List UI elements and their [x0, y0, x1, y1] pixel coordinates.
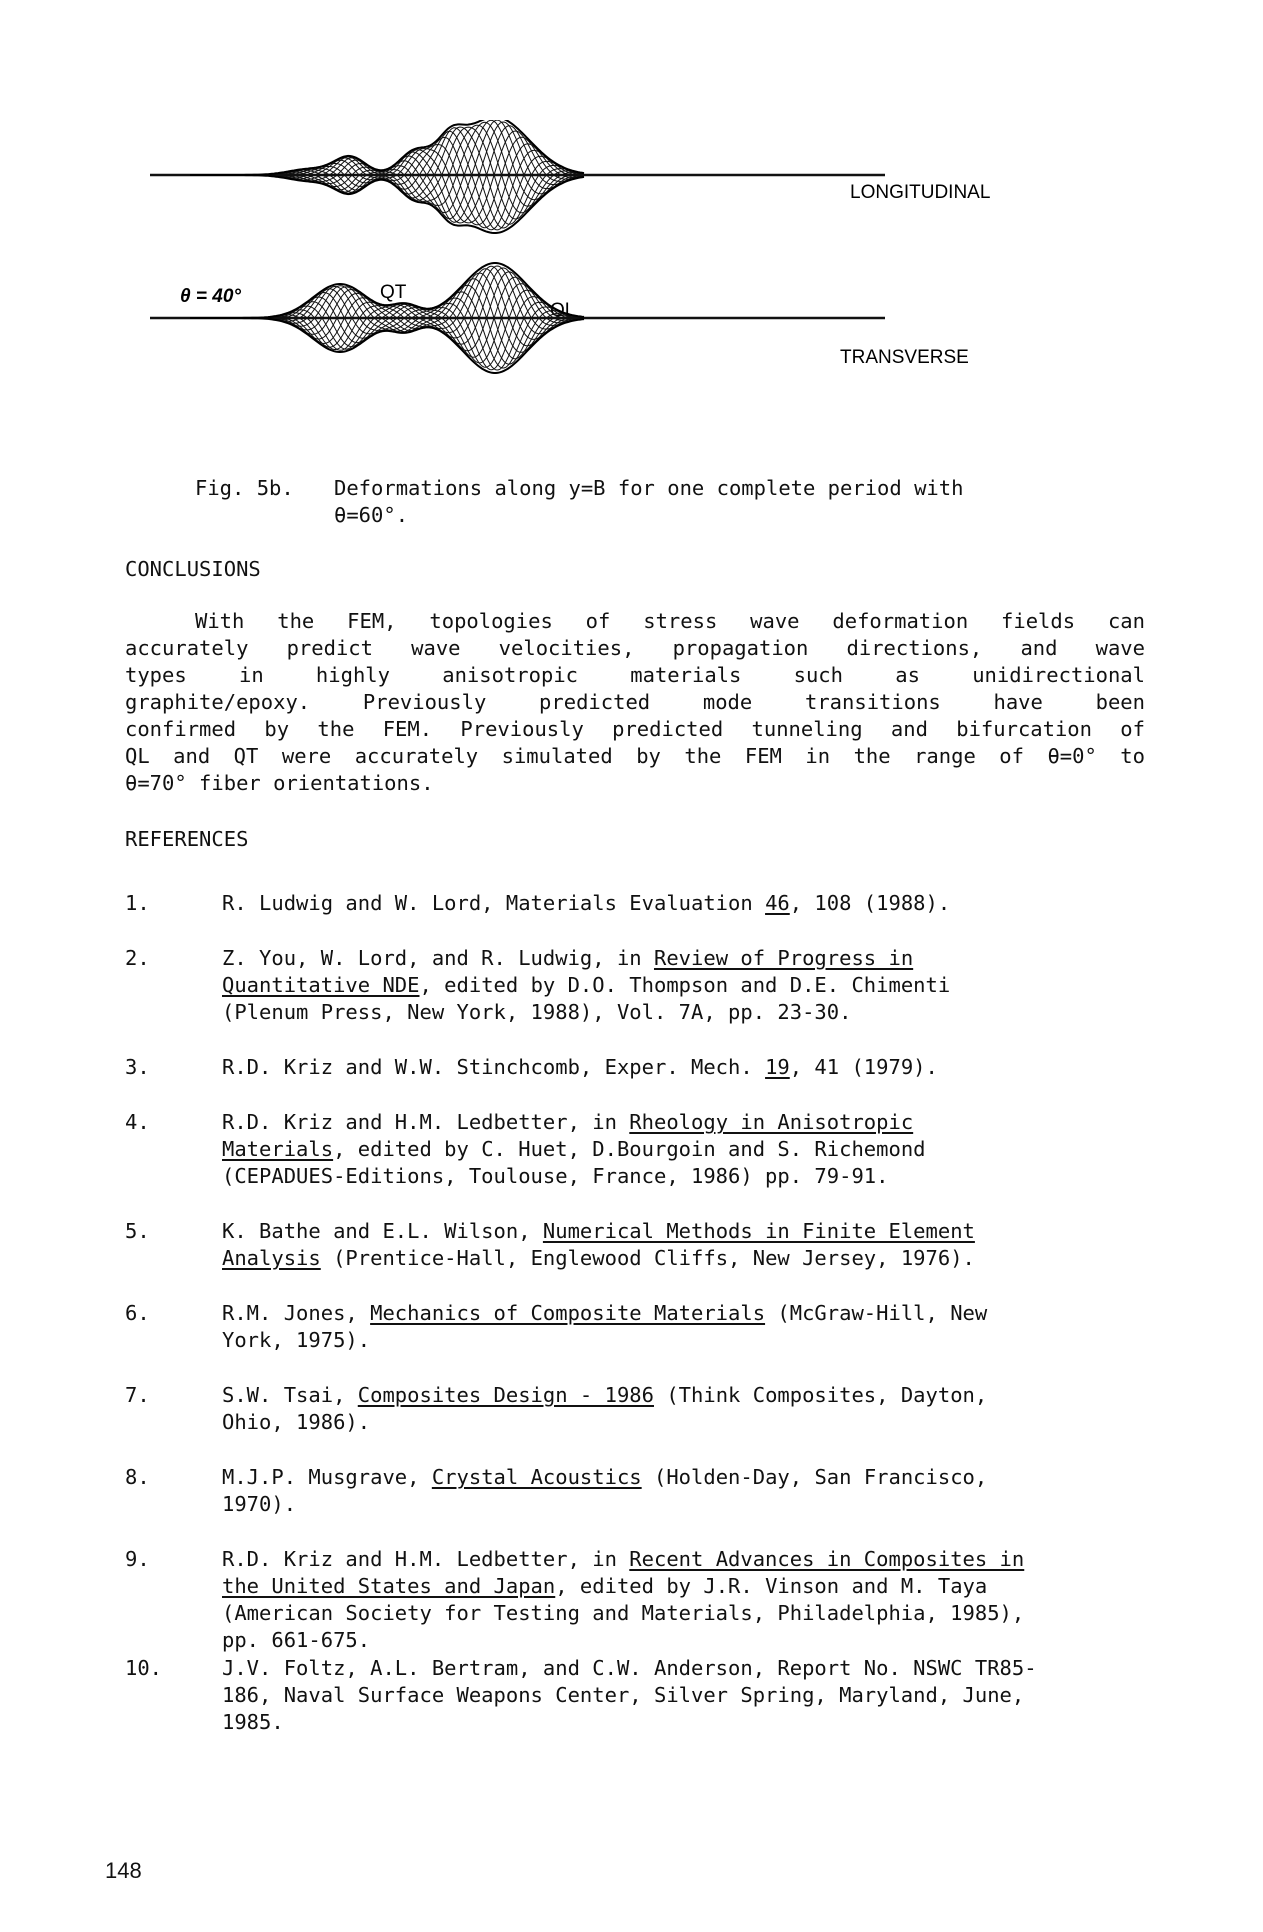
reference-title: Numerical Methods in Finite Element: [542, 1219, 975, 1243]
reference-line: J.V. Foltz, A.L. Bertram, and C.W. Anderson, Report No. NSWC TR85-: [222, 1656, 1037, 1680]
conclusions-line: types in highly anisotropic materials such as unidirectional: [125, 663, 1145, 687]
reference-text: [222, 1655, 1142, 1736]
reference-title: Recent Advances in Composites in: [629, 1547, 1025, 1571]
waveform-mesh-line: [190, 137, 584, 229]
conclusions-line: θ=70° fiber orientations.: [125, 771, 434, 795]
reference-title: Analysis: [222, 1246, 321, 1270]
reference-line: Quantitative NDE, edited by D.O. Thompson and D.E. Chimenti: [222, 973, 951, 997]
deformation-plot: [150, 120, 1110, 460]
reference-line: Ohio, 1986).: [222, 1410, 371, 1434]
reference-title: Rheology in Anisotropic: [629, 1110, 914, 1134]
conclusions-line: graphite/epoxy. Previously predicted mode transitions have been: [125, 690, 1145, 714]
reference-number: 2.: [125, 946, 150, 970]
reference-line: Materials, edited by C. Huet, D.Bourgoin and S. Richemond: [222, 1137, 926, 1161]
reference-line: Z. You, W. Lord, and R. Ludwig, in Review of Progress in: [222, 946, 914, 970]
conclusions-line: accurately predict wave velocities, propagation directions, and wave: [125, 636, 1145, 660]
page-number: 148: [105, 1858, 142, 1883]
conclusions-line: With the FEM, topologies of stress wave deformation fields can: [195, 609, 1145, 633]
reference-text: [222, 1300, 1142, 1354]
conclusions-line: confirmed by the FEM. Previously predicted tunneling and bifurcation of: [125, 717, 1145, 741]
waveform-mesh-line: [190, 120, 584, 212]
figure-caption-label: Fig. 5b.: [195, 476, 294, 500]
waveform-mesh-line: [190, 266, 584, 350]
reference-title: Composites Design - 1986: [357, 1383, 654, 1407]
longitudinal-waveform: [150, 120, 885, 233]
label-qt: QT: [380, 282, 407, 303]
reference-line: R.D. Kriz and H.M. Ledbetter, in Rheology in Anisotropic: [222, 1110, 914, 1134]
reference-number: 10.: [125, 1656, 163, 1680]
reference-title: Quantitative NDE: [222, 973, 420, 997]
reference-number: 8.: [125, 1465, 150, 1489]
caption-line: Deformations along y=B for one complete period with: [334, 476, 964, 500]
reference-text: [222, 1464, 1142, 1518]
figure-5b: [150, 120, 1110, 460]
reference-number: 3.: [125, 1055, 150, 1079]
reference-text: [222, 1546, 1142, 1654]
reference-text: [222, 945, 1142, 1026]
reference-line: the United States and Japan, edited by J.R. Vinson and M. Taya: [222, 1574, 988, 1598]
figure-caption-text: [334, 475, 1134, 529]
reference-line: R.D. Kriz and H.M. Ledbetter, in Recent Advances in Composites in: [222, 1547, 1025, 1571]
reference-number: 7.: [125, 1383, 150, 1407]
waveform-mesh-line: [190, 268, 584, 349]
conclusions-line: QL and QT were accurately simulated by the FEM in the range of θ=0° to: [125, 744, 1145, 768]
label-longitudinal: LONGITUDINAL: [850, 182, 991, 203]
reference-line: R.M. Jones, Mechanics of Composite Materials (McGraw-Hill, New: [222, 1301, 988, 1325]
reference-text: [222, 1054, 1142, 1081]
reference-number: 5.: [125, 1219, 150, 1243]
caption-line: θ=60°.: [334, 503, 409, 527]
reference-title: 19: [765, 1055, 790, 1079]
reference-number: 9.: [125, 1547, 150, 1571]
reference-title: Mechanics of Composite Materials: [370, 1301, 766, 1325]
reference-number: 6.: [125, 1301, 150, 1325]
reference-text: [222, 1382, 1142, 1436]
transverse-waveform: [150, 263, 885, 373]
reference-number: 1.: [125, 891, 150, 915]
reference-text: [222, 1218, 1142, 1272]
reference-line: R. Ludwig and W. Lord, Materials Evaluation 46, 108 (1988).: [222, 891, 951, 915]
reference-title: Materials: [222, 1137, 334, 1161]
section-heading-conclusions: CONCLUSIONS: [125, 557, 261, 581]
reference-line: (Plenum Press, New York, 1988), Vol. 7A, pp. 23-30.: [222, 1000, 852, 1024]
label-ql: QL: [550, 300, 576, 321]
section-heading-references: REFERENCES: [125, 827, 249, 851]
reference-line: 186, Naval Surface Weapons Center, Silver Spring, Maryland, June,: [222, 1683, 1025, 1707]
reference-line: (CEPADUES-Editions, Toulouse, France, 1986) pp. 79-91.: [222, 1164, 889, 1188]
reference-title: Crystal Acoustics: [431, 1465, 642, 1489]
reference-line: 1970).: [222, 1492, 297, 1516]
reference-line: M.J.P. Musgrave, Crystal Acoustics (Holden-Day, San Francisco,: [222, 1465, 988, 1489]
reference-line: York, 1975).: [222, 1328, 371, 1352]
conclusions-paragraph: [125, 608, 1145, 797]
reference-text: [222, 890, 1142, 917]
waveform-mesh-line: [190, 269, 584, 348]
reference-line: 1985.: [222, 1710, 284, 1734]
reference-text: [222, 1109, 1142, 1190]
reference-title: the United States and Japan: [222, 1574, 556, 1598]
reference-number: 4.: [125, 1110, 150, 1134]
reference-line: S.W. Tsai, Composites Design - 1986 (Think Composites, Dayton,: [222, 1383, 988, 1407]
reference-title: 46: [765, 891, 790, 915]
reference-line: (American Society for Testing and Materials, Philadelphia, 1985),: [222, 1601, 1025, 1625]
reference-line: R.D. Kriz and W.W. Stinchcomb, Exper. Mech. 19, 41 (1979).: [222, 1055, 938, 1079]
reference-line: Analysis (Prentice-Hall, Englewood Cliffs, New Jersey, 1976).: [222, 1246, 975, 1270]
reference-line: pp. 661-675.: [222, 1628, 371, 1652]
reference-line: K. Bathe and E.L. Wilson, Numerical Methods in Finite Element: [222, 1219, 975, 1243]
label-theta: θ = 40°: [180, 286, 241, 307]
label-transverse: TRANSVERSE: [840, 347, 969, 368]
reference-title: Review of Progress in: [653, 946, 914, 970]
